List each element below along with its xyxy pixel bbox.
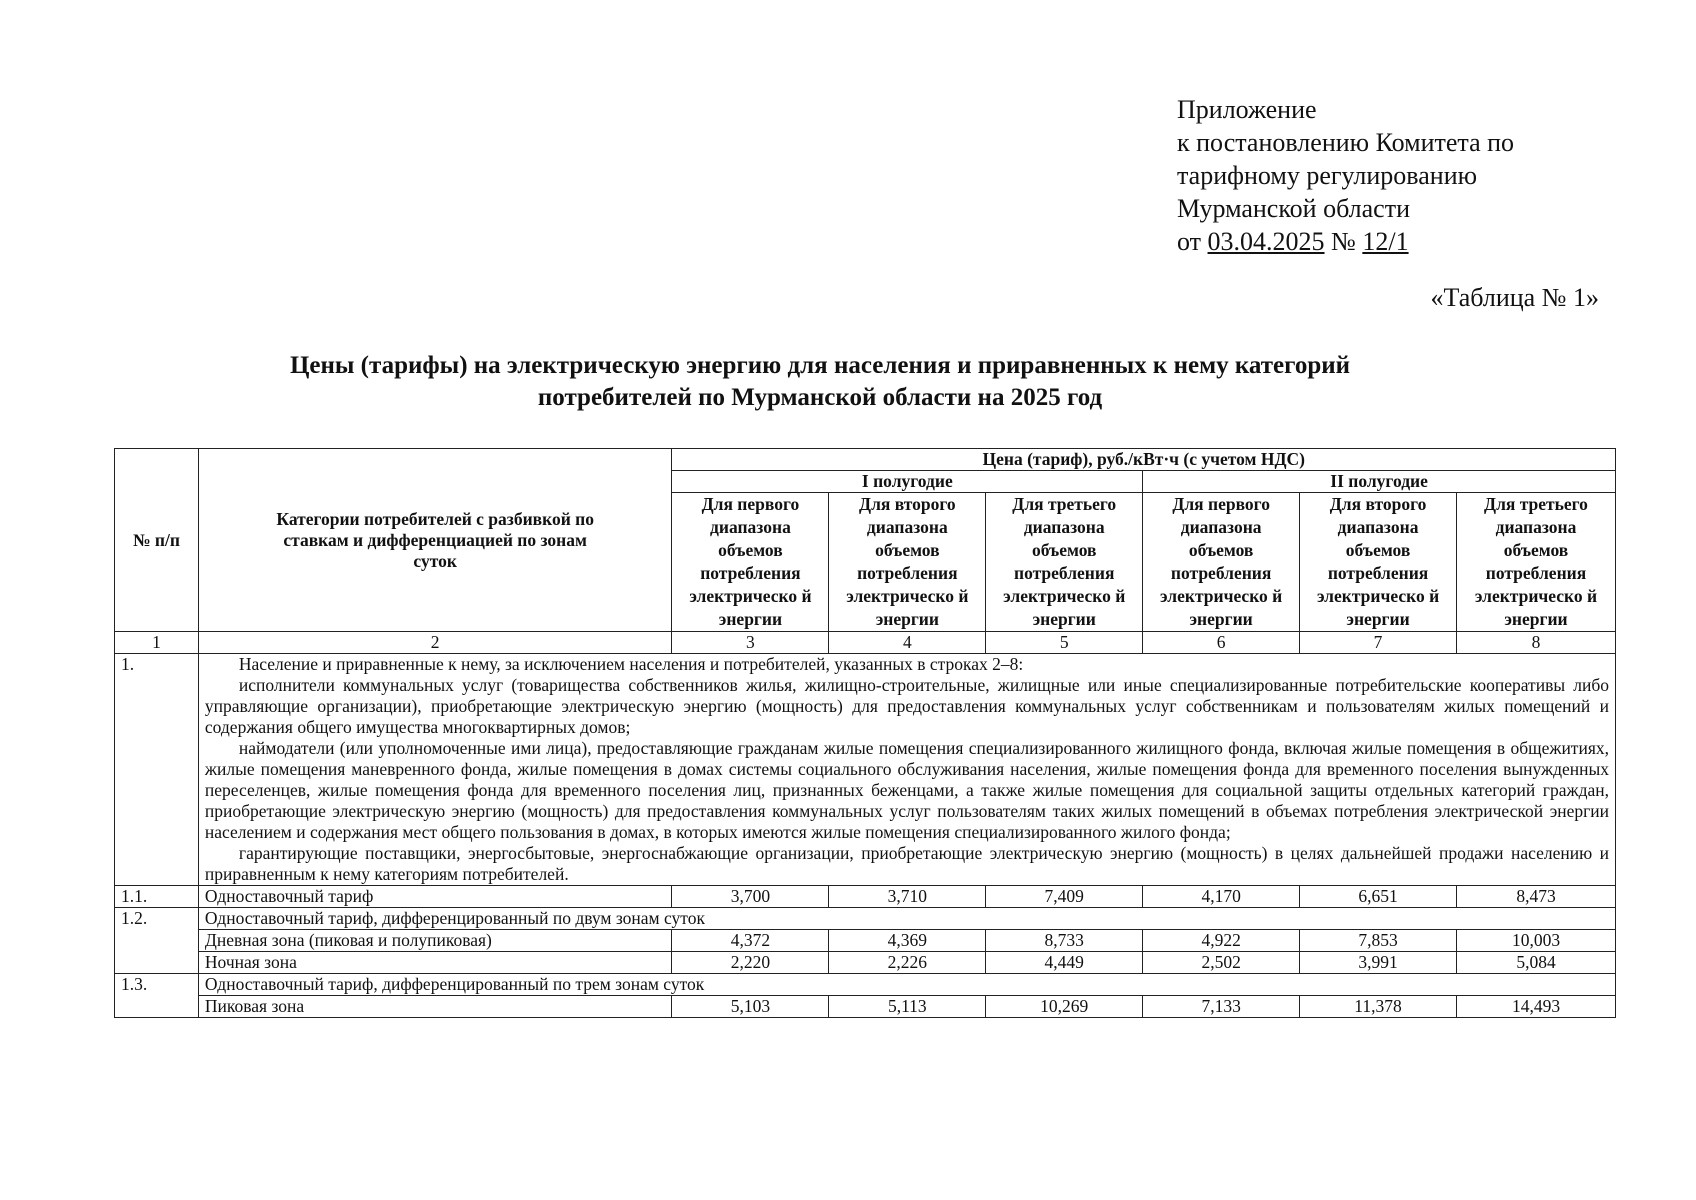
col-number-4: 4: [829, 632, 986, 654]
header-row-price: [115, 449, 1616, 471]
row-1-3-peak-value-5: 11,378: [1300, 996, 1457, 1018]
row-1-3-peak: [115, 996, 1616, 1018]
table-reference: «Таблица № 1»: [1430, 283, 1599, 312]
row-1-2-day-label: Дневная зона (пиковая и полупиковая): [198, 930, 672, 952]
row-1-num: 1.: [115, 654, 199, 886]
number-prefix: №: [1331, 227, 1356, 256]
header-h1-range-1: Для первого диапазона объемов потребления электрическо й энергии: [672, 493, 829, 632]
row-1-3: [115, 974, 1616, 996]
row-1-3-num: 1.3.: [115, 974, 199, 1018]
header-half-1: I полугодие: [672, 471, 1143, 493]
decree-date: 03.04.2025: [1207, 227, 1325, 256]
row-1-3-peak-label: Пиковая зона: [198, 996, 672, 1018]
appendix-line-3: тарифному регулированию: [1177, 161, 1478, 190]
row-1-3-peak-value-6: 14,493: [1457, 996, 1616, 1018]
date-prefix: от: [1177, 227, 1202, 256]
row-1-paragraph-2: исполнители коммунальных услуг (товарищества собственников жилья, жилищно-строительные, жилищные или иные специализированные потребительские кооперативы либо управляющие организации), приобретающие электрическую энергию (мощность) для предоставления коммунальных услуг собственникам и пользователям жилых помещений и содержания общего имущества многоквартирных домов;: [204, 675, 1609, 737]
row-1-2-night-value-6: 5,084: [1457, 952, 1616, 974]
title-line-2: потребителей по Мурманской области на 2025 год: [537, 384, 1103, 411]
col-number-7: 7: [1300, 632, 1457, 654]
appendix-date-line: [1177, 225, 1514, 258]
row-1: [115, 654, 1616, 886]
header-category: Категории потребителей с разбивкой по ставкам и дифференциацией по зонам суток: [198, 449, 672, 632]
decree-number: 12/1: [1362, 227, 1409, 256]
row-1-1-value-6: 8,473: [1457, 886, 1616, 908]
header-h2-range-3: Для третьего диапазона объемов потребления электрическо й энергии: [1457, 493, 1616, 632]
header-h1-range-3: Для третьего диапазона объемов потребления электрическо й энергии: [986, 493, 1143, 632]
header-h2-range-1: Для первого диапазона объемов потребления электрическо й энергии: [1143, 493, 1300, 632]
row-1-paragraph-4: гарантирующие поставщики, энергосбытовые, энергоснабжающие организации, приобретающие электрическую энергию (мощность) в целях дальнейшей продажи населению и приравненным к нему категориям потребителей.: [204, 843, 1609, 884]
row-1-1-value-4: 4,170: [1143, 886, 1300, 908]
title-line-1: Цены (тарифы) на электрическую энергию для населения и приравненных к нему категорий: [289, 352, 1351, 379]
row-1-2-day-value-4: 4,922: [1143, 930, 1300, 952]
header-half-2: II полугодие: [1143, 471, 1616, 493]
appendix-line-1: Приложение: [1177, 95, 1317, 124]
row-1-2-day-value-6: 10,003: [1457, 930, 1616, 952]
document-title: [150, 350, 1490, 414]
row-1-1-label: Одноставочный тариф: [198, 886, 672, 908]
row-1-2-day: [115, 930, 1616, 952]
row-1-paragraph-3: наймодатели (или уполномоченные ими лица), предоставляющие гражданам жилые помещения специализированного жилищного фонда, включая жилые помещения в общежитиях, жилые помещения маневренного фонда, жилые помещения в домах системы социального обслуживания населения, жилые помещения фонда для временного поселения вынужденных переселенцев, жилые помещения фонда для временного поселения лиц, признанных беженцами, а также жилые помещения для социальной защиты отдельных категорий граждан, приобретающие электрическую энергию (мощность) для предоставления коммунальных услуг пользователям таких жилых помещений в объемах потребления электрической энергии населением и содержания мест общего пользования в домах, в которых имеются жилые помещения специализированного жилого фонда;: [204, 738, 1609, 842]
row-1-1-value-2: 3,710: [829, 886, 986, 908]
col-number-2: 2: [198, 632, 672, 654]
row-1-3-peak-value-4: 7,133: [1143, 996, 1300, 1018]
row-1-1-value-3: 7,409: [986, 886, 1143, 908]
row-1-2-day-value-3: 8,733: [986, 930, 1143, 952]
appendix-line-4: Мурманской области: [1177, 194, 1410, 223]
row-1-2-night-value-3: 4,449: [986, 952, 1143, 974]
col-number-8: 8: [1457, 632, 1616, 654]
row-1-2-label: Одноставочный тариф, дифференцированный по двум зонам суток: [198, 908, 1615, 930]
col-number-6: 6: [1143, 632, 1300, 654]
row-1-2-day-value-2: 4,369: [829, 930, 986, 952]
row-1-2-num: 1.2.: [115, 908, 199, 974]
row-1-2-day-value-1: 4,372: [672, 930, 829, 952]
appendix-block: [1177, 93, 1514, 258]
header-h2-range-2: Для второго диапазона объемов потребления электрическо й энергии: [1300, 493, 1457, 632]
row-1-2-day-value-5: 7,853: [1300, 930, 1457, 952]
row-1-2-night-label: Ночная зона: [198, 952, 672, 974]
row-1-3-peak-value-3: 10,269: [986, 996, 1143, 1018]
row-1-1: [115, 886, 1616, 908]
row-1-1-value-5: 6,651: [1300, 886, 1457, 908]
row-1-3-label: Одноставочный тариф, дифференцированный по трем зонам суток: [198, 974, 1615, 996]
row-1-description: [198, 654, 1615, 886]
column-numbers-row: [115, 632, 1616, 654]
header-h1-range-2: Для второго диапазона объемов потребления электрическо й энергии: [829, 493, 986, 632]
row-1-2-night-value-5: 3,991: [1300, 952, 1457, 974]
row-1-2-night: [115, 952, 1616, 974]
row-1-2-night-value-2: 2,226: [829, 952, 986, 974]
appendix-line-2: к постановлению Комитета по: [1177, 128, 1515, 157]
col-number-3: 3: [672, 632, 829, 654]
header-num: № п/п: [115, 449, 199, 632]
row-1-paragraph-1: Население и приравненные к нему, за исключением населения и потребителей, указанных в строках 2–8:: [238, 654, 1024, 674]
tariffs-table: [114, 448, 1616, 1018]
row-1-1-value-1: 3,700: [672, 886, 829, 908]
header-price-group: Цена (тариф), руб./кВт·ч (с учетом НДС): [672, 449, 1616, 471]
row-1-2: [115, 908, 1616, 930]
row-1-2-night-value-1: 2,220: [672, 952, 829, 974]
col-number-1: 1: [115, 632, 199, 654]
row-1-2-night-value-4: 2,502: [1143, 952, 1300, 974]
col-number-5: 5: [986, 632, 1143, 654]
row-1-1-num: 1.1.: [115, 886, 199, 908]
row-1-3-peak-value-1: 5,103: [672, 996, 829, 1018]
row-1-3-peak-value-2: 5,113: [829, 996, 986, 1018]
